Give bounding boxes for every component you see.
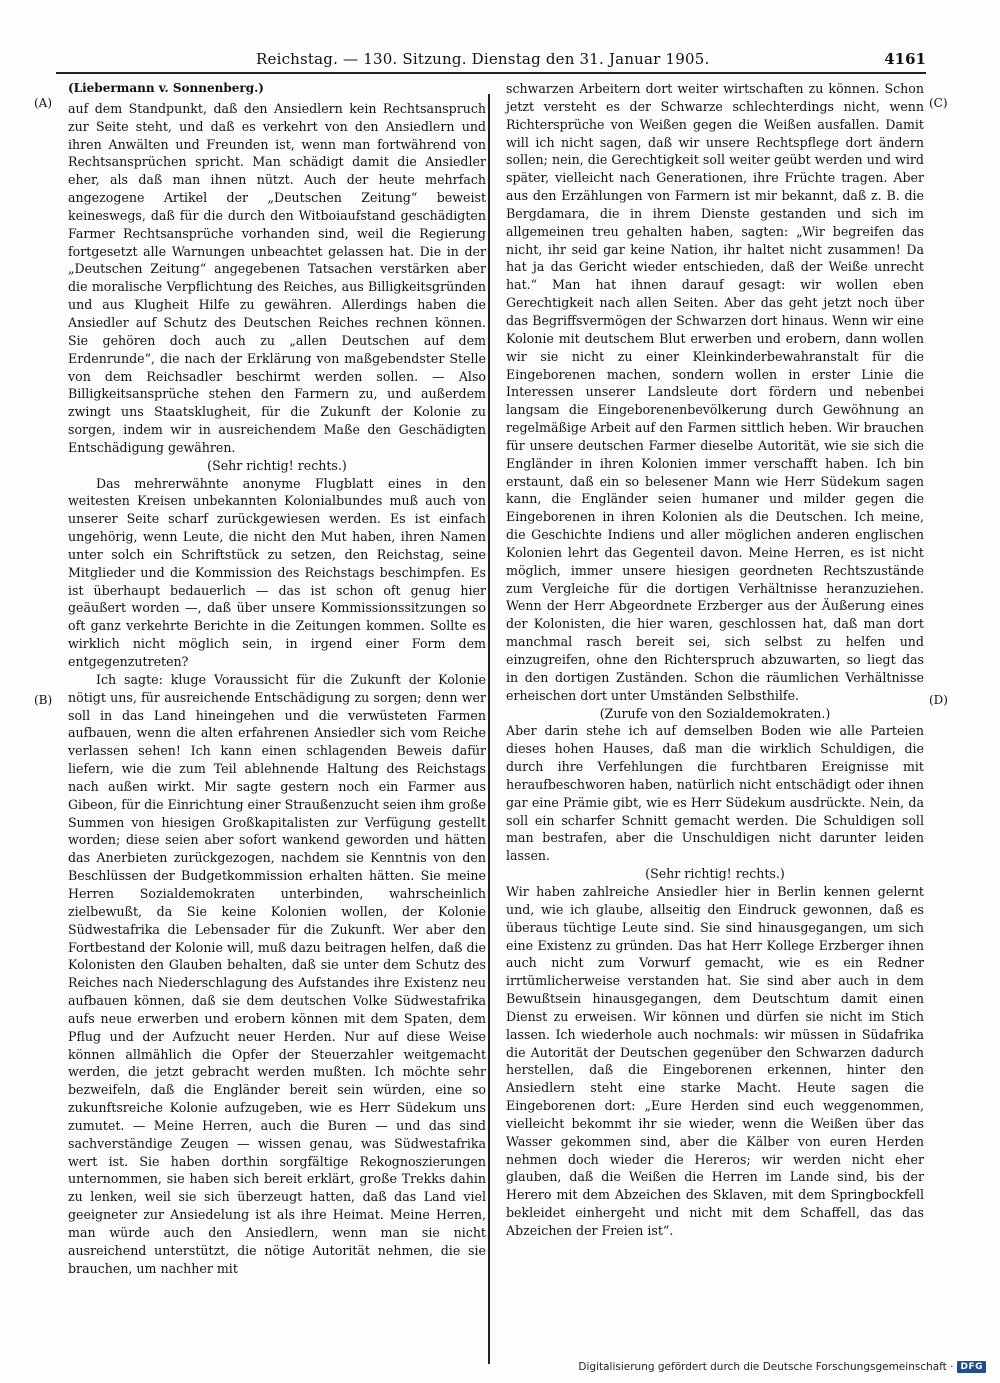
margin-marker-b: (B) xyxy=(34,693,53,707)
dfg-logo: DFG xyxy=(957,1361,986,1373)
footer-text: Digitalisierung gefördert durch die Deutsche Forschungsgemeinschaft · xyxy=(578,1361,954,1373)
paragraph: Das mehrerwähnte anonyme Flugblatt eines in den weitesten Kreisen unbekannten Kolonialbundes muß auch von unserer Seite scharf zurückgewiesen werden. Es ist einfach ungehörig, wenn Leute, die nicht den Mut haben, ihren Namen unter solch ein Schriftstück zu setzen, den Reichstag, seine Mitglieder und die Kommission des Reichstags beschimpfen. Es ist überhaupt bedauerlich — das ist schon oft genug hier geäußert worden —, daß über unsere Kommissionssitzungen so oft ganz verkehrte Berichte in die Zeitungen kommen. Sollte es wirklich nicht möglich sein, in irgend einer Form dem entgegenzutreten? xyxy=(68,475,486,669)
margin-marker-c: (C) xyxy=(929,96,948,110)
paragraph: Aber darin stehe ich auf demselben Boden wie alle Parteien dieses hohen Hauses, daß man die wirklich Schuldigen, die durch ihre Verfehlungen die furchtbaren Ereignisse mit heraufbeschworen haben, natürlich nicht entschädigt oder ihnen gar eine Prämie gibt, wie es Herr Südekum ausdrückte. Nein, da soll ein scharfer Schnitt gemacht werden. Die Schuldigen soll man bestrafen, aber die Unschuldigen nicht darunter leiden lassen. xyxy=(506,723,924,864)
margin-marker-d: (D) xyxy=(929,693,948,707)
left-column xyxy=(68,80,486,1278)
interjection: (Sehr richtig! rechts.) xyxy=(207,457,347,473)
document-page xyxy=(34,38,948,1328)
paragraph: schwarzen Arbeitern dort weiter wirtschaften zu können. Schon jetzt versteht es der Schwarze schlechterdings nicht, wenn Richtersprüche von Weißen gegen die Weißen ausfallen. Damit will ich nicht sagen, daß wir unsere Rechtspflege dort ändern sollen; nein, die Gerechtigkeit soll weiter geübt werden und wird später, vielleicht nach Generationen, ihre Früchte tragen. Aber aus den Erzählungen von Farmern ist mir bekannt, daß z. B. die Bergdamara, die in ihrem Dienste gestanden und sich im allgemeinen treu gehalten haben, sagten: „Wir begreifen das nicht, ihr seid gar keine Nation, ihr haltet nicht zusammen! Da hat ja das Gericht wieder entschieden, daß der Weiße unrecht hat.“ Man hat ihnen darauf gesagt: wir wollen eben Gerechtigkeit nach allen Seiten. Aber das geht jetzt noch über das Begriffsvermögen der Schwarzen dort hinaus. Wenn wir eine Kolonie mit deutschem Blut erwerben und erobern, dann wollen wir sie nicht zu einer Kleinkinderbewahranstalt für die Eingeborenen machen, sondern wollen in erster Linie die Interessen unserer Landsleute dort fördern und nebenbei langsam die Eingeborenenbevölkerung durch Gewöhnung an regelmäßige Arbeit auf den Farmen sittlich heben. Wir brauchen für unsere deutschen Farmer dieselbe Autorität, wie sie sich die Engländer in ihren Kolonien immer verschafft haben. Ich bin erstaunt, daß ein so belesener Mann wie Herr Südekum sagen kann, die Engländer seien humaner und milder gegen die Eingeborenen in ihren Kolonien als die Deutschen. Ich meine, die Geschichte Indiens und aller möglichen anderen englischen Kolonien lehrt das Gegenteil davon. Meine Herren, es ist nicht möglich, immer unsere hiesigen geordneten Rechtszustände zum Vergleiche für die dortigen Verhältnisse heranzuziehen. Wenn der Herr Abgeordnete Erzberger aus der Äußerung eines der Kolonisten, die hier waren, geschlossen hat, daß man dort manchmal rasch bereit sei, sich selbst zu helfen und einzugreifen, ohne den Richterspruch abzuwarten, so liegt das in den dortigen Zuständen. Schon die räumlichen Verhältnisse erheischen dort unter Umständen Selbsthilfe. xyxy=(506,81,924,703)
interjection: (Zurufe von den Sozialdemokraten.) xyxy=(599,705,831,721)
speaker-label: (Liebermann v. Sonnenberg.) xyxy=(68,81,264,95)
margin-marker-a: (A) xyxy=(34,96,53,110)
paragraph: Ich sagte: kluge Voraussicht für die Zukunft der Kolonie nötigt uns, für ausreichende Entschädigung zu sorgen; denn wer soll in das Land hineingehen und die verwüsteten Farmen aufbauen, wenn die alten erfahrenen Ansiedler sich vom Reiche verlassen sehen! Ich kann einen schlagenden Beweis dafür liefern, wie die zum Teil ablehnende Haltung des Reichstags nach außen wirkt. Mir sagte gestern noch ein Farmer aus Gibeon, für die Einrichtung einer Straußenzucht seien ihm große Summen von hiesigen Großkapitalisten zur Verfügung gestellt worden; diese seien aber sofort wankend geworden und hätten das Anerbieten zurückgezogen, nachdem sie Kenntnis von den Beschlüssen der Budgetkommission erhalten hätten. Sie meine Herren Sozialdemokraten unterbinden, wahrscheinlich zielbewußt, da Sie keine Kolonien wollen, der Kolonie Südwestafrika die Lebensader für die Zukunft. Wer aber den Fortbestand der Kolonie will, muß dazu beitragen helfen, daß die Kolonisten den Glauben behalten, daß sie unter dem Schutz des Reiches nach Niederschlagung des Aufstandes ihre Existenz neu aufbauen können, daß sie dem deutschen Volke Südwestafrika aufs neue erwerben und erobern können mit dem Spaten, dem Pflug und der Aufzucht neuer Herden. Nur auf diese Weise können allmählich die Opfer der Steuerzahler weitgemacht werden, die jetzt gebracht werden mußten. Ich möchte sehr bezweifeln, daß die Engländer bereit sein würden, eine so zukunftsreiche Kolonie aufzugeben, wie es Herr Südekum uns zumutet. — Meine Herren, auch die Buren — und das sind sachverständige Zeugen — wissen genau, was Südwestafrika wert ist. Sie haben dorthin sorgfältige Rekognoszierungen unternommen, sie haben sich bereit erklärt, große Trekks dahin zu lenken, weil sie sich überzeugt hatten, daß das Land viel geeigneter zur Ansiedelung ist als ihre Heimat. Meine Herren, man würde auch den Ansiedlern, wenn man sie nicht ausreichend unterstützt, die nötige Autorität nehmen, die sie brauchen, um nachher mit xyxy=(68,671,487,1276)
column-divider xyxy=(488,94,490,1364)
paragraph: Wir haben zahlreiche Ansiedler hier in Berlin kennen gelernt und, wie ich glaube, allseitig den Eindruck gewonnen, daß es überaus tüchtige Leute sind. Sie sind hinausgegangen, um sich eine Existenz zu gründen. Das hat Herr Kollege Erzberger ihnen auch nicht zum Vorwurf gemacht, wie es ein Redner irrtümlicherweise verstanden hat. Sie sind aber auch in dem Bewußtsein hinausgegangen, dem Deutschtum damit einen Dienst zu erweisen. Wir können und dürfen sie nicht im Stich lassen. Ich wiederhole auch nochmals: wir müssen in Südafrika die Autorität der Deutschen gegenüber den Schwarzen dadurch herstellen, daß die Eingeborenen erkennen, hinter den Ansiedlern steht eine starke Macht. Heute sagen die Eingeborenen dort: „Eure Herden sind euch weggenommen, vielleicht bekommt ihr sie wieder, wenn die Weißen über das Wasser gekommen sind, aber die Kälber von euren Herden nehmen doch wieder die Hereros; wir werden nicht eher glauben, daß die Weißen die Herren im Lande sind, bis der Herero mit dem Abzeichen des Sklaven, mit dem Springbockfell bekleidet einhergeht und nicht mit dem Schaffell, das das Abzeichen der Freien ist“. xyxy=(506,883,924,1238)
page-number: 4161 xyxy=(884,50,926,68)
header-title: Reichstag. — 130. Sitzung. Dienstag den 31. Januar 1905. xyxy=(256,50,710,68)
page-header xyxy=(56,48,926,74)
paragraph: auf dem Standpunkt, daß den Ansiedlern kein Rechtsanspruch zur Seite steht, und daß es verkehrt von den Ansiedlern und ihren Anwälten und Freunden ist, wenn man fortwährend von Rechtsansprüchen spricht. Man schädigt damit die Ansiedler eher, als daß man ihnen nützt. Auch der heute mehrfach angezogene Artikel der „Deutschen Zeitung“ beweist keineswegs, daß für die durch den Witboiaufstand geschädigten Farmer Rechtsansprüche vorhanden sind, weil die Regierung fortgesetzt alle Warnungen unbeachtet gelassen hat. Die in der „Deutschen Zeitung“ angegebenen Tatsachen verstärken aber die moralische Verpflichtung des Reiches, aus Billigkeitsgründen und aus Klugheit Hilfe zu gewähren. Allerdings haben die Ansiedler auf Schutz des Deutschen Reiches rechnen können. Sie gehören doch auch zu „allen Deutschen auf dem Erdenrunde“, die nach der Erklärung von maßgebendster Stelle von dem Reichsadler beschirmt werden sollen. — Also Billigkeitsansprüche stehen den Farmern zu, und außerdem zwingt uns Staatsklugheit, für die Zukunft der Kolonie zu sorgen, indem wir in ausreichendem Maße den Geschädigten Entschädigung gewähren. xyxy=(68,100,486,455)
footer-credit xyxy=(578,1361,986,1373)
right-column xyxy=(506,80,924,1240)
interjection: (Sehr richtig! rechts.) xyxy=(645,866,785,882)
